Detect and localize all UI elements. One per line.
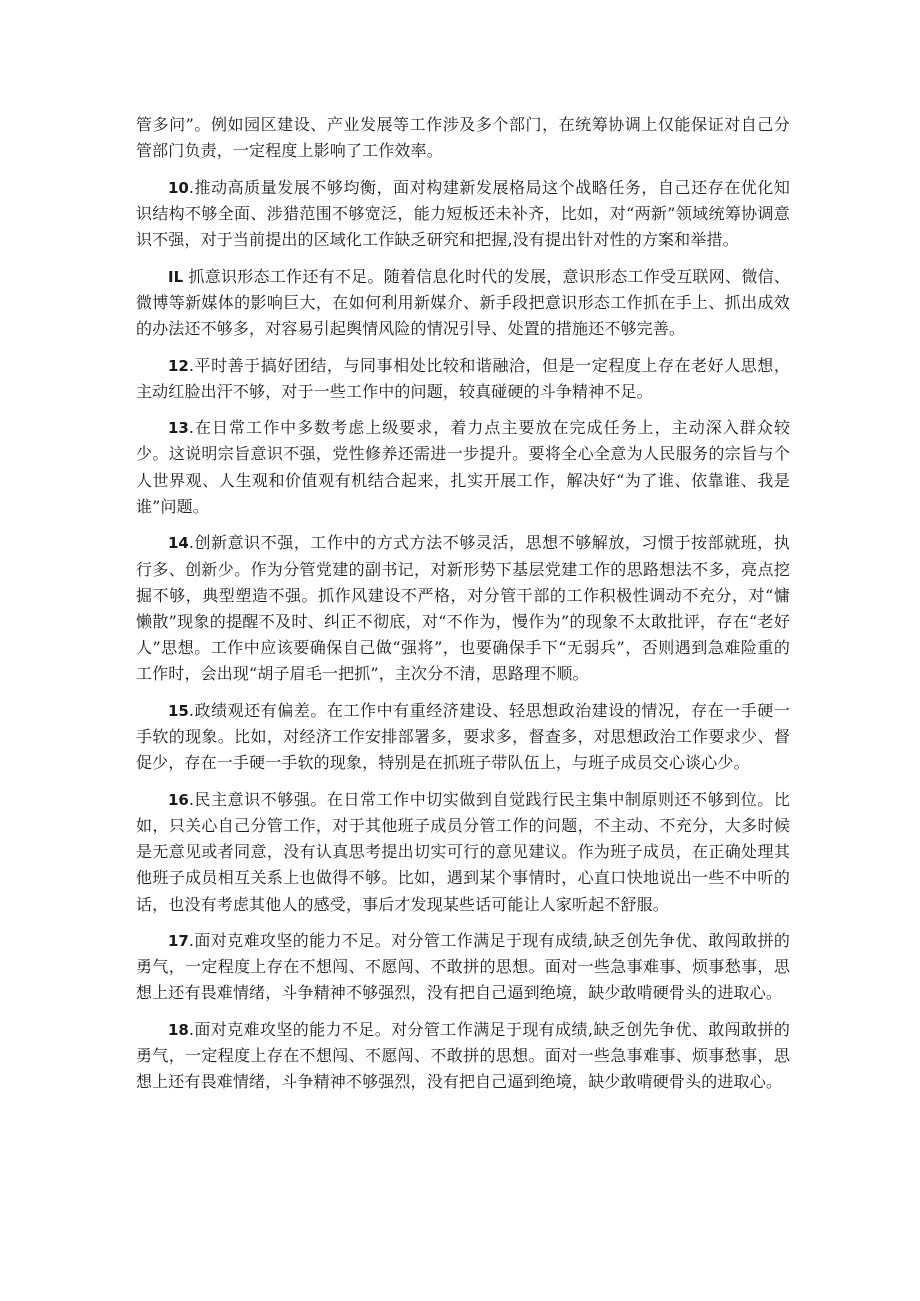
- list-item: [136, 1017, 790, 1096]
- item-text: .面对克难攻坚的能力不足。对分管工作满足于现有成绩,缺乏创先争优、敢闯敢拼的勇气，一定程度上存在不想闯、不愿闯、不敢拼的思想。面对一些急事难事、烦事愁事，思想上还有畏难情绪，斗争精神不够强烈，没有把自己逼到绝境，缺少敢啃硬骨头的进取心。: [136, 1019, 790, 1092]
- item-text: .创新意识不强，工作中的方式方法不够灵活，思想不够解放，习惯于按部就班，执行多、创新少。作为分管党建的副书记，对新形势下基层党建工作的思路想法不多，亮点挖掘不够，典型塑造不强。抓作风建设不严格，对分管干部的工作积极性调动不充分，对“慵懒散”现象的提醒不及时、纠正不彻底，对“不作为，慢作为”的现象不太敢批评，存在“老好人”思想。工作中应该要确保自己做“强将”，也要确保手下“无弱兵”，否则遇到急难险重的工作时，会出现“胡子眉毛一把抓”，主次分不清，思路理不顺。: [136, 533, 790, 684]
- item-number: 15: [168, 701, 189, 720]
- list-item: [136, 353, 790, 405]
- item-number: 17: [168, 932, 189, 951]
- list-item: [136, 175, 790, 254]
- list-item: [136, 530, 790, 687]
- continuation-paragraph: [136, 112, 790, 164]
- item-number: 18: [168, 1020, 189, 1039]
- list-item: [136, 928, 790, 1007]
- item-text: .政绩观还有偏差。在工作中有重经济建设、轻思想政治建设的情况，存在一手硬一手软的现象。比如，对经济工作安排部署多，要求多，督查多，对思想政治工作要求少、督促少，存在一手硬一手软的现象，特别是在抓班子带队伍上，与班子成员交心谈心少。: [136, 700, 790, 773]
- paragraph-text: 管多问”。例如园区建设、产业发展等工作涉及多个部门，在统筹协调上仅能保证对自己分管部门负责，一定程度上影响了工作效率。: [136, 115, 790, 161]
- document-page: [136, 112, 790, 1106]
- item-text: .平时善于搞好团结，与同事相处比较和谐融洽，但是一定程度上存在老好人思想，主动红脸出汗不够，对于一些工作中的问题，较真碰硬的斗争精神不足。: [136, 355, 790, 401]
- item-number: 13: [168, 419, 189, 438]
- list-item: [136, 787, 790, 918]
- item-number: IL: [168, 267, 184, 286]
- item-number: 10: [168, 178, 189, 197]
- list-item: [136, 264, 790, 343]
- item-number: 16: [168, 790, 189, 809]
- item-text: .在日常工作中多数考虑上级要求，着力点主要放在完成任务上，主动深入群众较少。这说明宗旨意识不强，党性修养还需进一步提升。要将全心全意为人民服务的宗旨与个人世界观、人生观和价值观有机结合起来，扎实开展工作，解决好“为了谁、依靠谁、我是谁”问题。: [136, 418, 790, 516]
- item-text: .面对克难攻坚的能力不足。对分管工作满足于现有成绩,缺乏创先争优、敢闯敢拼的勇气，一定程度上存在不想闯、不愿闯、不敢拼的思想。面对一些急事难事、烦事愁事，思想上还有畏难情绪，斗争精神不够强烈，没有把自己逼到绝境，缺少敢啃硬骨头的进取心。: [136, 931, 790, 1003]
- list-item: [136, 698, 790, 777]
- item-number: 12: [168, 356, 189, 375]
- item-text: .推动高质量发展不够均衡，面对构建新发展格局这个战略任务，自己还存在优化知识结构不够全面、涉猎范围不够宽泛，能力短板还未补齐，比如，对“两新”领域统筹协调意识不强，对于当前提出的区域化工作缺乏研究和把握,没有提出针对性的方案和举措。: [136, 177, 790, 250]
- item-number: 14: [168, 534, 189, 553]
- list-item: [136, 415, 790, 520]
- item-text: 抓意识形态工作还有不足。随着信息化时代的发展，意识形态工作受互联网、微信、微博等新媒体的影响巨大，在如何利用新媒介、新手段把意识形态工作抓在手上、抓出成效的办法还不够多，对容易引起舆情风险的情况引导、处置的措施还不够完善。: [136, 266, 790, 339]
- item-text: .民主意识不够强。在日常工作中切实做到自觉践行民主集中制原则还不够到位。比如，只关心自己分管工作，对于其他班子成员分管工作的问题，不主动、不充分，大多时候是无意见或者同意，没有认真思考提出切实可行的意见建议。作为班子成员，在正确处理其他班子成员相互关系上也做得不够。比如，遇到某个事情时，心直口快地说出一些不中听的话，也没有考虑其他人的感受，事后才发现某些话可能让人家听起不舒服。: [136, 789, 790, 914]
